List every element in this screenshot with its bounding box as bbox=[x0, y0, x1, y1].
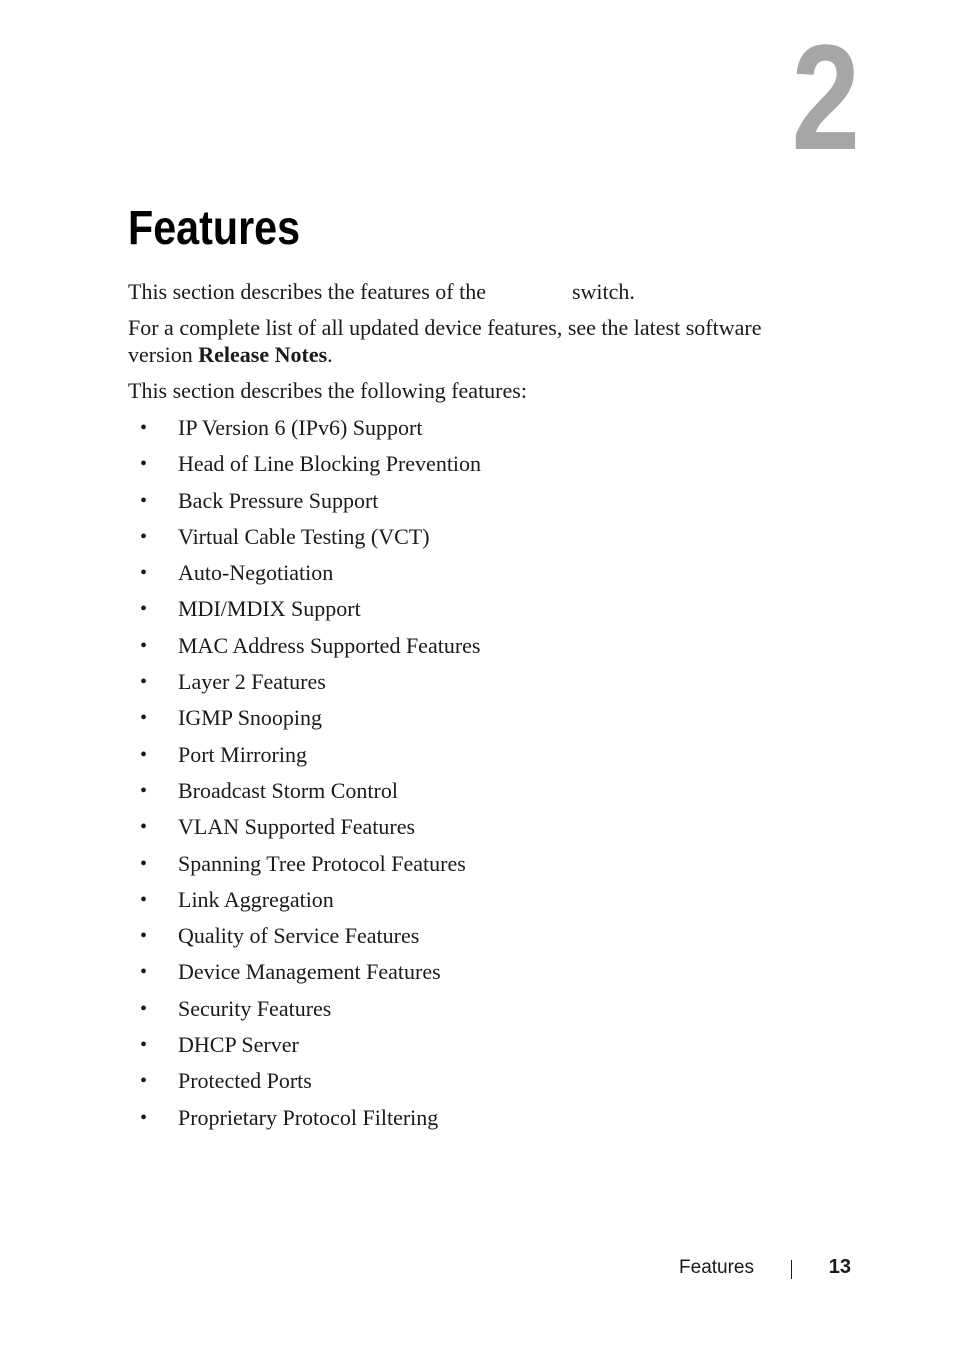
feature-label: Broadcast Storm Control bbox=[178, 777, 398, 803]
feature-list-item bbox=[128, 410, 481, 446]
feature-label: Layer 2 Features bbox=[178, 669, 326, 695]
feature-list-item bbox=[128, 737, 481, 773]
bullet-icon: • bbox=[140, 779, 148, 802]
release-notes-reference: Release Notes bbox=[198, 342, 328, 367]
feature-label: Link Aggregation bbox=[178, 886, 334, 912]
bullet-icon: • bbox=[140, 671, 148, 694]
footer-separator bbox=[791, 1260, 792, 1279]
feature-list-item bbox=[128, 555, 481, 591]
intro-line1-after: switch. bbox=[571, 279, 635, 304]
feature-list-item bbox=[128, 991, 481, 1027]
feature-label: IGMP Snooping bbox=[178, 705, 323, 731]
feature-list-item bbox=[128, 628, 481, 664]
feature-label: Port Mirroring bbox=[178, 741, 307, 767]
feature-label: MDI/MDIX Support bbox=[178, 596, 361, 622]
feature-list bbox=[128, 410, 481, 1136]
chapter-number: 2 bbox=[791, 13, 860, 181]
bullet-icon: • bbox=[140, 598, 148, 621]
feature-label: Device Management Features bbox=[178, 959, 441, 985]
feature-list-item bbox=[128, 483, 481, 519]
bullet-icon: • bbox=[140, 1034, 148, 1057]
bullet-icon: • bbox=[140, 743, 148, 766]
feature-list-item bbox=[128, 519, 481, 555]
feature-label: Spanning Tree Protocol Features bbox=[178, 850, 466, 876]
feature-label: Back Pressure Support bbox=[178, 487, 379, 513]
feature-list-item bbox=[128, 446, 481, 482]
feature-label: Proprietary Protocol Filtering bbox=[178, 1104, 439, 1130]
feature-label: MAC Address Supported Features bbox=[178, 632, 481, 658]
feature-list-item bbox=[128, 700, 481, 736]
chapter-title: Features bbox=[128, 202, 301, 255]
feature-label: Protected Ports bbox=[178, 1068, 312, 1094]
bullet-icon: • bbox=[140, 997, 148, 1020]
feature-label: Head of Line Blocking Prevention bbox=[178, 451, 482, 477]
bullet-icon: • bbox=[140, 453, 148, 476]
bullet-icon: • bbox=[140, 852, 148, 875]
bullet-icon: • bbox=[140, 417, 148, 439]
bullet-icon: • bbox=[140, 816, 148, 839]
bullet-icon: • bbox=[140, 562, 148, 585]
intro-paragraph-1 bbox=[128, 278, 828, 305]
feature-list-item bbox=[128, 809, 481, 845]
bullet-icon: • bbox=[140, 925, 148, 948]
intro-line1-before: This section describes the features of the bbox=[128, 279, 486, 304]
intro-paragraph-2 bbox=[128, 314, 828, 368]
bullet-icon: • bbox=[140, 1106, 148, 1129]
bullet-icon: • bbox=[140, 634, 148, 657]
feature-list-item bbox=[128, 664, 481, 700]
page-number: 13 bbox=[828, 1256, 851, 1278]
feature-list-item bbox=[128, 591, 481, 627]
feature-label: Quality of Service Features bbox=[178, 923, 420, 949]
feature-label: Virtual Cable Testing (VCT) bbox=[178, 523, 430, 549]
intro-line2-end: . bbox=[327, 342, 333, 367]
intro-line2-text: For a complete list of all updated device features, see the latest software version bbox=[128, 315, 762, 367]
feature-list-item bbox=[128, 846, 481, 882]
bullet-icon: • bbox=[140, 1070, 148, 1093]
bullet-icon: • bbox=[140, 707, 148, 730]
bullet-icon: • bbox=[140, 525, 148, 548]
feature-list-item bbox=[128, 882, 481, 918]
footer-section-label: Features bbox=[679, 1257, 754, 1278]
bullet-icon: • bbox=[140, 489, 148, 512]
feature-list-item bbox=[128, 1027, 481, 1063]
feature-list-item bbox=[128, 1100, 481, 1136]
feature-list-item bbox=[128, 1063, 481, 1099]
intro-paragraph-3: This section describes the following features: bbox=[128, 378, 527, 403]
feature-label: Security Features bbox=[178, 995, 332, 1021]
feature-label: DHCP Server bbox=[178, 1032, 299, 1058]
feature-list-item bbox=[128, 918, 481, 954]
feature-label: IP Version 6 (IPv6) Support bbox=[178, 415, 423, 440]
feature-list-item bbox=[128, 773, 481, 809]
page-footer bbox=[0, 1254, 954, 1284]
feature-label: Auto-Negotiation bbox=[178, 560, 334, 586]
bullet-icon: • bbox=[140, 961, 148, 984]
feature-label: VLAN Supported Features bbox=[178, 814, 416, 840]
bullet-icon: • bbox=[140, 888, 148, 911]
feature-list-item bbox=[128, 954, 481, 990]
